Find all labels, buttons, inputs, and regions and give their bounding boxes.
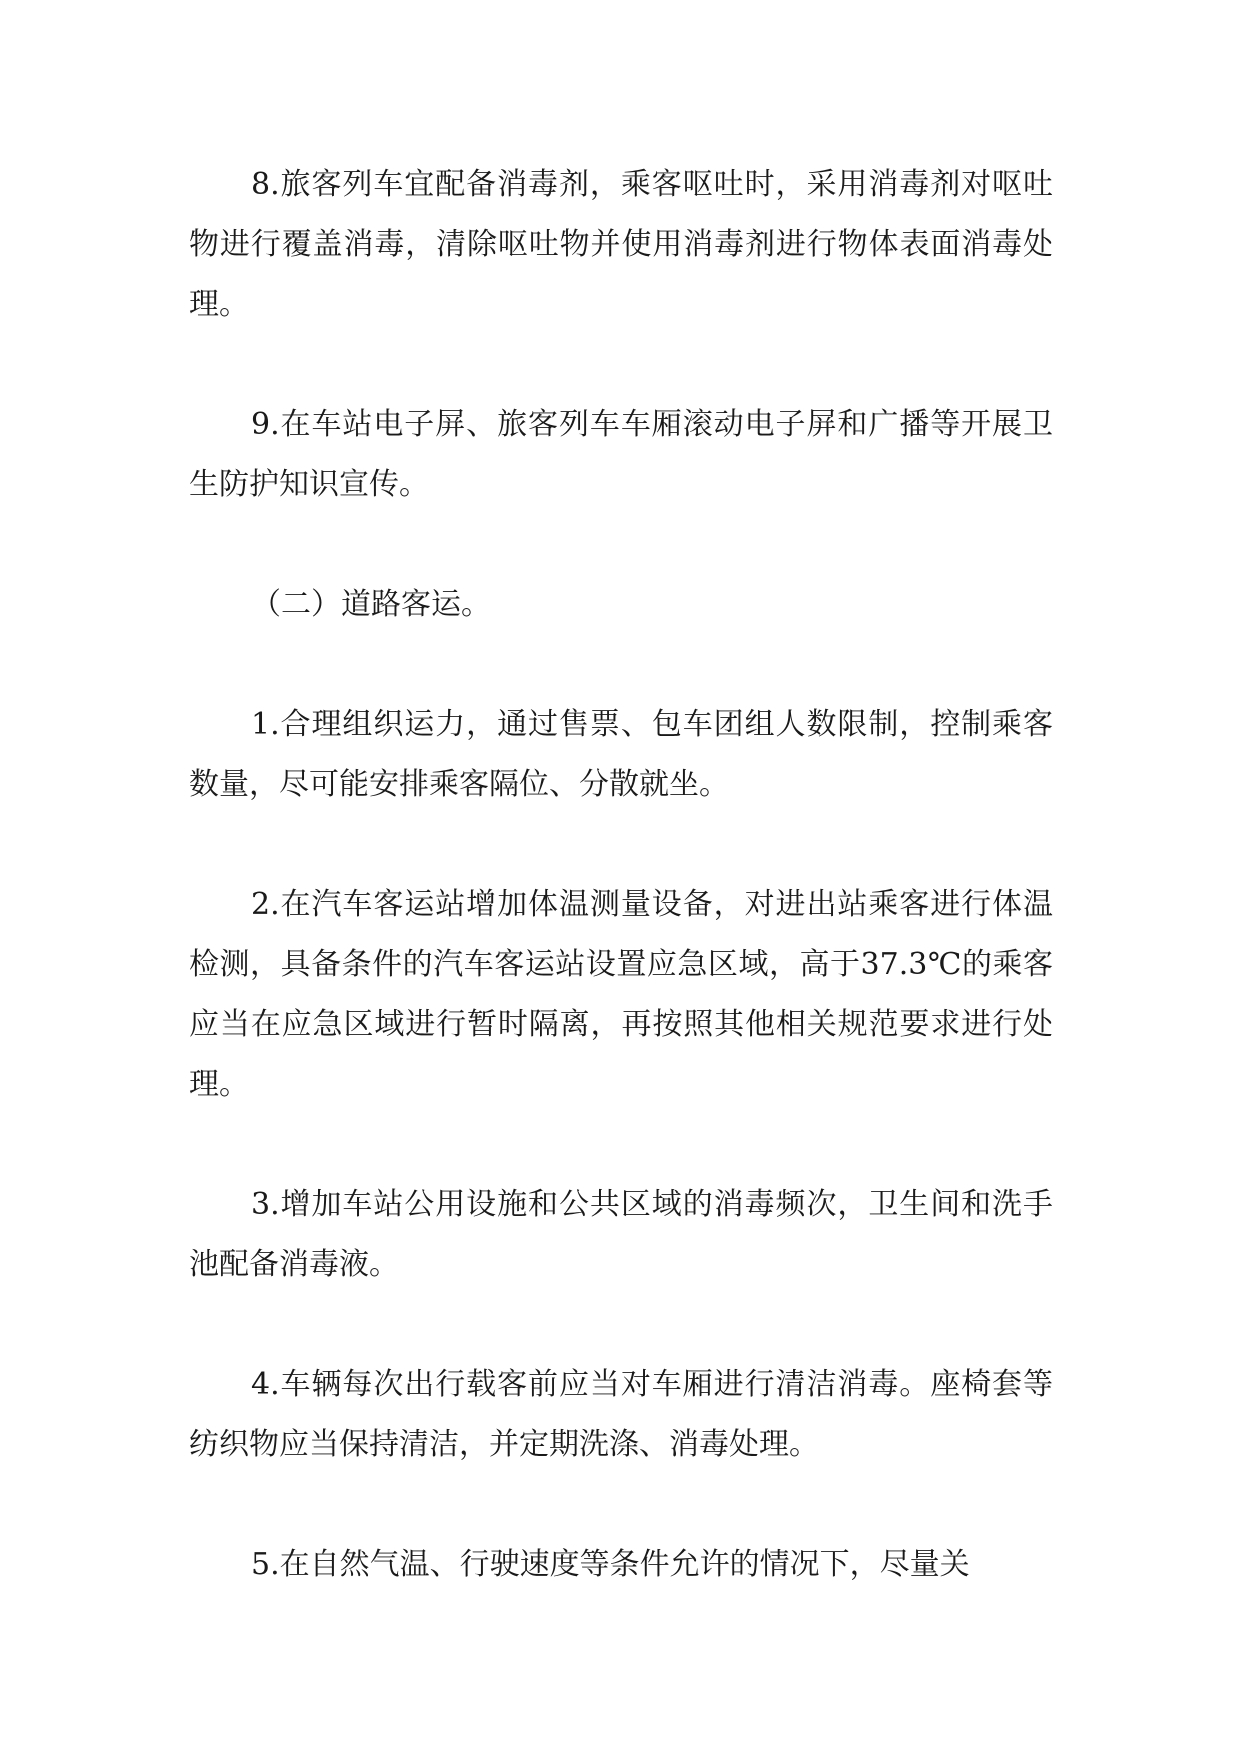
paragraph-ventilation: 5.在自然气温、行驶速度等条件允许的情况下，尽量关 — [251, 1547, 970, 1582]
document-body — [189, 155, 1053, 1595]
paragraph-train-disinfectant: 8.旅客列车宜配备消毒剂，乘客呕吐时，采用消毒剂对呕吐物进行覆盖消毒，清除呕吐物并使用消毒剂进行物体表面消毒处理。 — [189, 167, 1053, 322]
paragraph-station-disinfection: 3.增加车站公用设施和公共区域的消毒频次，卫生间和洗手池配备消毒液。 — [189, 1187, 1053, 1282]
section-heading-road-transport: （二）道路客运。 — [251, 587, 491, 622]
paragraph-temperature-screening: 2.在汽车客运站增加体温测量设备，对进出站乘客进行体温检测，具备条件的汽车客运站设置应急区域，高于37.3℃的乘客应当在应急区域进行暂时隔离，再按照其他相关规范要求进行处理。 — [189, 887, 1053, 1102]
paragraph-capacity-organization: 1.合理组织运力，通过售票、包车团组人数限制，控制乘客数量，尽可能安排乘客隔位、分散就坐。 — [189, 707, 1053, 802]
paragraph-hygiene-publicity: 9.在车站电子屏、旅客列车车厢滚动电子屏和广播等开展卫生防护知识宣传。 — [189, 407, 1053, 502]
paragraph-vehicle-cleaning: 4.车辆每次出行载客前应当对车厢进行清洁消毒。座椅套等纺织物应当保持清洁，并定期洗涤、消毒处理。 — [189, 1367, 1053, 1462]
